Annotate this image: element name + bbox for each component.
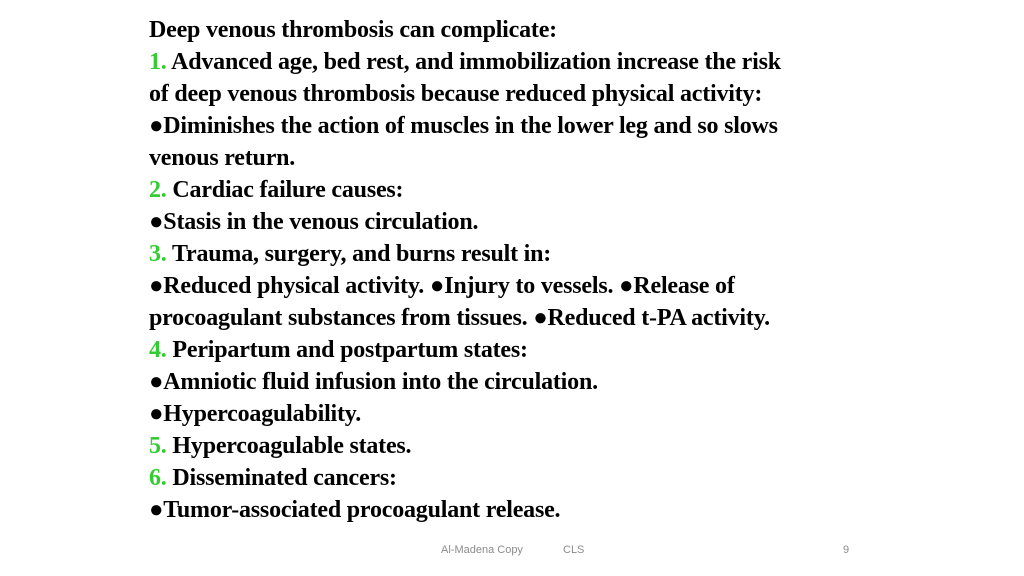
- list-item-6: [149, 462, 869, 494]
- list-item-2: [149, 174, 869, 206]
- bullet-line: ●Hypercoagulability.: [149, 401, 362, 427]
- list-item-1: [149, 46, 869, 78]
- item-number: 2.: [149, 177, 167, 203]
- footer-center-text: CLS: [563, 544, 585, 556]
- bullet-line: ●Stasis in the venous circulation.: [149, 209, 479, 235]
- list-item-4: [149, 334, 869, 366]
- item-text: Cardiac failure causes:: [172, 177, 404, 203]
- bullet-line: ●Reduced physical activity. ●Injury to vessels. ●Release of: [149, 273, 735, 299]
- item-number: 6.: [149, 465, 167, 491]
- item-text: Trauma, surgery, and burns result in:: [171, 241, 552, 267]
- slide-heading: Deep venous thrombosis can complicate:: [149, 17, 557, 43]
- bullet-line: procoagulant substances from tissues. ●Reduced t-PA activity.: [149, 305, 770, 331]
- bullet-line: ●Amniotic fluid infusion into the circulation.: [149, 369, 598, 395]
- list-item-3: [149, 238, 869, 270]
- item-line: venous return.: [149, 145, 296, 171]
- bullet-line: ●Diminishes the action of muscles in the lower leg and so slows: [149, 113, 778, 139]
- item-number: 1.: [149, 49, 167, 75]
- item-text: Peripartum and postpartum states:: [172, 337, 528, 363]
- item-text: Disseminated cancers:: [172, 465, 397, 491]
- item-number: 4.: [149, 337, 167, 363]
- item-number: 3.: [149, 241, 167, 267]
- item-line: of deep venous thrombosis because reduced physical activity:: [149, 81, 763, 107]
- slide-body: [149, 14, 869, 526]
- footer-left-text: Al-Madena Copy: [441, 544, 523, 556]
- item-number: 5.: [149, 433, 167, 459]
- page-number: 9: [843, 544, 850, 556]
- item-text: Advanced age, bed rest, and immobilization increase the risk: [171, 49, 781, 75]
- item-text: Hypercoagulable states.: [172, 433, 412, 459]
- list-item-5: [149, 430, 869, 462]
- bullet-line: ●Tumor-associated procoagulant release.: [149, 497, 561, 523]
